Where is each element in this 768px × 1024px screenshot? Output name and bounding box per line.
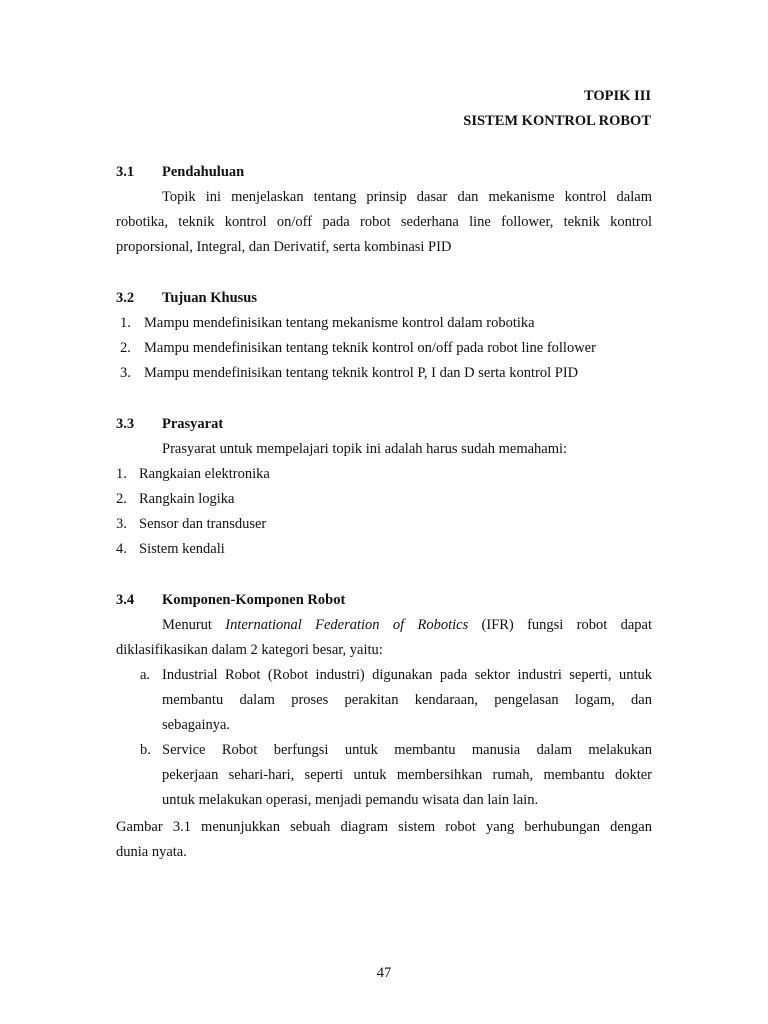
section-3-1-title: Pendahuluan [162,164,245,180]
intro-text: Menurut [162,617,226,633]
list-item-line: Industrial Robot (Robot industri) digunakan pada sektor industri seperti, untuk [162,667,652,683]
list-item-number: 2. [116,491,127,507]
list-item-number: 3. [120,365,131,381]
list-item: Mampu mendefinisikan tentang teknik kontrol P, I dan D serta kontrol PID [144,365,579,381]
list-item: Mampu mendefinisikan tentang teknik kontrol on/off pada robot line follower [144,340,596,356]
list-item-line: pekerjaan sehari-hari, seperti untuk membersihkan rumah, membantu dokter [162,767,652,783]
list-item: Sensor dan transduser [139,516,267,532]
intro-emphasis: International Federation of Robotics [225,617,469,633]
section-3-3-title: Prasyarat [162,416,224,432]
section-3-2-number: 3.2 [116,290,135,306]
list-item-number: 1. [120,315,131,331]
list-item-number: 1. [116,466,127,482]
chapter-title: SISTEM KONTROL ROBOT [463,113,651,129]
list-item-number: 4. [116,541,127,557]
list-item-label: a. [140,667,151,683]
list-item: Rangkaian elektronika [139,466,270,482]
paragraph-line: diklasifikasikan dalam 2 kategori besar, yaitu: [116,642,383,658]
list-item-line: untuk melakukan operasi, menjadi pemandu wisata dan lain lain. [162,792,539,808]
topic-heading: TOPIK III [583,88,651,104]
paragraph-line: dunia nyata. [116,844,187,860]
paragraph-line: robotika, teknik kontrol on/off pada robot sederhana line follower, teknik kontrol [116,214,652,230]
list-item: Sistem kendali [139,541,225,557]
list-item-number: 3. [116,516,127,532]
paragraph-line: Prasyarat untuk mempelajari topik ini adalah harus sudah memahami: [162,441,568,457]
section-3-2-title: Tujuan Khusus [162,290,257,306]
paragraph-line: Gambar 3.1 menunjukkan sebuah diagram sistem robot yang berhubungan dengan [116,819,652,835]
list-item-number: 2. [120,340,131,356]
list-item-line: Service Robot berfungsi untuk membantu manusia dalam melakukan [162,742,652,758]
section-3-4-title: Komponen-Komponen Robot [162,592,346,608]
intro-text: (IFR) fungsi robot dapat [468,617,652,633]
list-item-label: b. [140,742,151,758]
paragraph-line: Topik ini menjelaskan tentang prinsip dasar dan mekanisme kontrol dalam [162,189,652,205]
paragraph-line [162,617,652,634]
page-number: 47 [376,965,392,981]
paragraph-line: proporsional, Integral, dan Derivatif, serta kombinasi PID [116,239,452,255]
section-3-3-number: 3.3 [116,416,135,432]
section-3-4-number: 3.4 [116,592,135,608]
list-item-line: membantu dalam proses perakitan kendaraan, pengelasan logam, dan [162,692,652,708]
list-item-line: sebagainya. [162,717,231,733]
list-item: Mampu mendefinisikan tentang mekanisme kontrol dalam robotika [144,315,535,331]
section-3-1-number: 3.1 [116,164,135,180]
list-item: Rangkain logika [139,491,235,507]
